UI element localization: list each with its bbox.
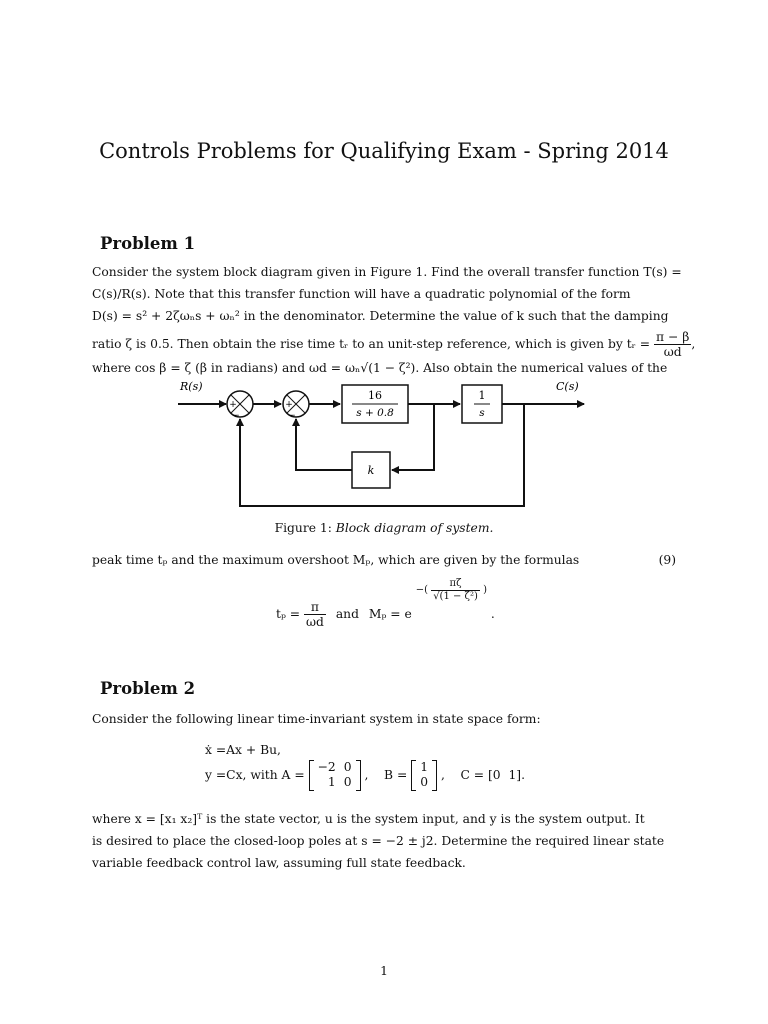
mp-exponent	[416, 578, 487, 602]
gain-label: k	[367, 464, 375, 477]
block1-denominator: s + 0.8	[356, 407, 394, 419]
tp-denominator: ωd	[306, 615, 324, 630]
problem-2-line-1: where x = [x₁ x₂]ᵀ is the state vector, u is the system input, and y is the system output. It	[92, 812, 645, 826]
tp-lhs: tₚ =	[276, 607, 301, 622]
mp-exp-fraction	[431, 578, 480, 602]
a21: 1	[327, 775, 336, 790]
mp-exp-denominator: √(1 − ζ²)	[433, 590, 478, 602]
tp-numerator: π	[304, 600, 326, 615]
output-equation	[205, 760, 525, 791]
equation-period: .	[490, 607, 495, 622]
output-eq-prefix: y =Cx, with A =	[205, 768, 305, 783]
state-equation: ẋ =Ax + Bu,	[205, 743, 281, 757]
problem-1-heading: Problem 1	[100, 234, 196, 253]
block-diagram	[176, 376, 592, 516]
mp-exp-numerator: πζ	[431, 578, 480, 591]
problem-1-continued	[92, 551, 676, 569]
and-word: and	[335, 607, 359, 622]
a11: −2	[317, 760, 336, 774]
a22: 0	[343, 775, 352, 790]
exp-open: −(	[415, 584, 428, 596]
problem-1-after-text: peak time tₚ and the maximum overshoot Mₚ, which are given by the formulas	[92, 553, 580, 567]
tp-fraction	[304, 600, 326, 629]
problem-2-heading: Problem 2	[100, 679, 196, 698]
page-title: Controls Problems for Qualifying Exam - Spring 2014	[99, 139, 669, 163]
junction2-minus: −	[288, 411, 296, 421]
exp-close: )	[483, 584, 487, 596]
caption-prefix: Figure 1:	[274, 521, 332, 535]
b2: 0	[420, 775, 429, 790]
b1: 1	[420, 760, 429, 774]
problem-1-line-4-text: ratio ζ is 0.5. Then obtain the rise time tᵣ to an unit-step reference, which is given by tᵣ =	[92, 337, 651, 351]
matrix-a	[309, 760, 361, 791]
rise-time-fraction	[654, 330, 691, 359]
c-label: , C = [0 1].	[440, 768, 525, 783]
b-label: , B =	[364, 768, 408, 783]
output-label: C(s)	[556, 380, 579, 393]
problem-1-line-3: D(s) = s² + 2ζωₙs + ωₙ² in the denominator. Determine the value of k such that the damping	[92, 309, 669, 323]
junction1-plus: +	[229, 400, 237, 410]
caption-text: Block diagram of system.	[335, 521, 494, 535]
rise-time-numerator: π − β	[656, 329, 690, 344]
block2-numerator: 1	[478, 389, 486, 402]
mp-lhs: Mₚ = e	[368, 607, 412, 622]
page-number: 1	[380, 964, 388, 978]
block1-numerator: 16	[368, 389, 382, 402]
a12: 0	[343, 760, 352, 774]
problem-2-line-2: is desired to place the closed-loop poles at s = −2 ± j2. Determine the required linear state	[92, 834, 665, 848]
problem-1-line-4: ratio ζ is 0.5. Then obtain the rise time tᵣ to an unit-step reference, which is given by tᵣ = $\frac{\pi - \beta}{\omega d}$ ,	[92, 329, 696, 359]
figure-1-caption	[0, 519, 768, 537]
problem-1-text	[92, 263, 696, 381]
overshoot-equation	[276, 580, 495, 629]
problem-1-line-5: where cos β = ζ (β in radians) and ωd = ωₙ√(1 − ζ²). Also obtain the numerical values of the	[92, 361, 668, 375]
junction2-plus: +	[285, 400, 293, 410]
problem-1-line-2: C(s)/R(s). Note that this transfer function will have a quadratic polynomial of the form	[92, 287, 631, 301]
block2-denominator: s	[479, 407, 485, 419]
rise-time-denominator: ωd	[663, 345, 682, 359]
problem-2-text	[92, 810, 676, 876]
matrix-b	[411, 760, 437, 791]
equation-number: (9)	[658, 553, 676, 567]
input-label: R(s)	[180, 380, 203, 393]
problem-2-line-3: variable feedback control law, assuming full state feedback.	[92, 856, 466, 870]
problem-1-line-1: Consider the system block diagram given in Figure 1. Find the overall transfer function T(s) =	[92, 265, 682, 279]
junction1-minus: −	[232, 411, 240, 421]
problem-2-intro: Consider the following linear time-invariant system in state space form:	[92, 712, 541, 726]
